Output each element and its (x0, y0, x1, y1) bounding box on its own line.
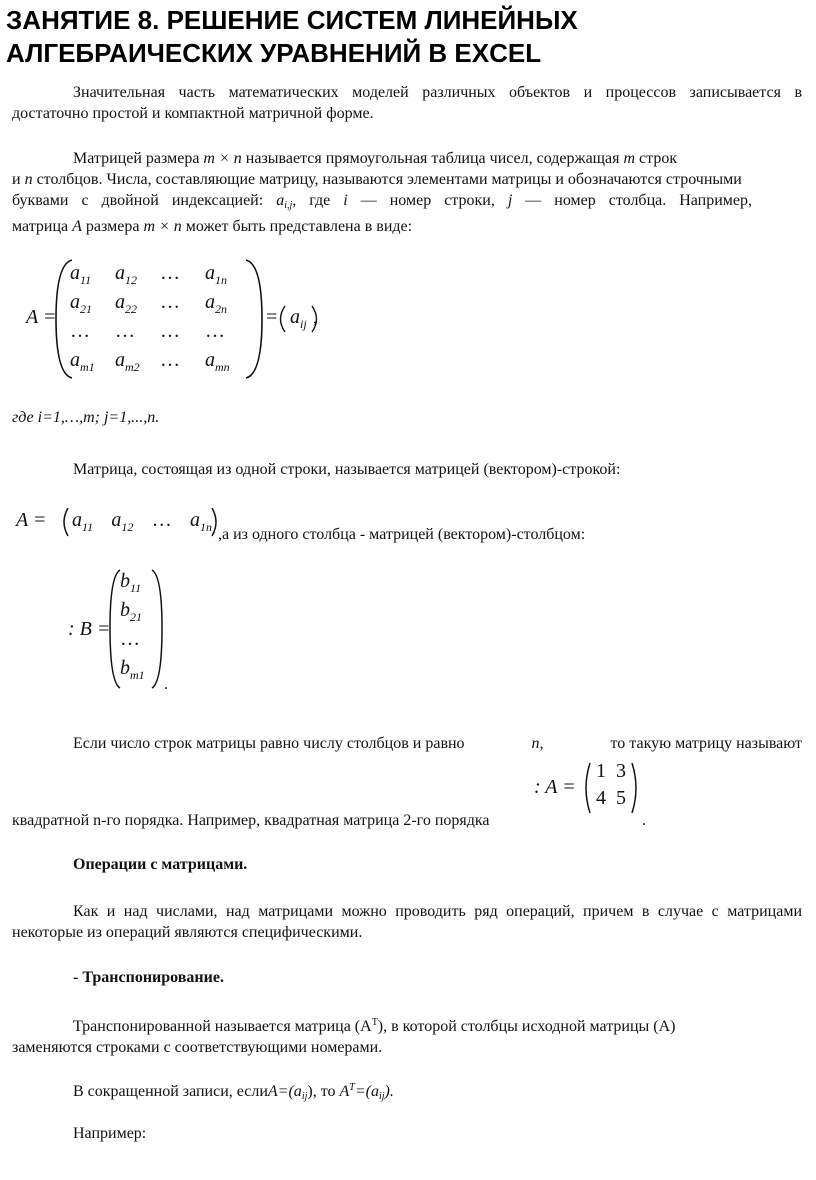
matrix-a-cell (115, 291, 160, 320)
square-example-entry: 1 (596, 760, 606, 782)
matrix-a-row (70, 262, 250, 291)
matrix-a-rhs: $a_{ij}$ (290, 306, 307, 331)
matrix-a-entry: $a_{mn}$ (205, 349, 230, 374)
matrix-a-cell (70, 262, 115, 291)
matrix-a-entry: $a_{21}$ (70, 291, 92, 316)
column-vector-lhs: : B = (68, 618, 111, 640)
matrix-a-cell (115, 262, 160, 291)
column-vector-items (120, 570, 160, 686)
column-vector-cell (120, 628, 160, 657)
column-vector-cell (120, 657, 160, 686)
column-vector-entry: $b_{11}$ (120, 570, 142, 595)
matrix-a-entry: … (160, 349, 180, 371)
square-example-row (592, 787, 632, 814)
column-vector-entry: $b_{21}$ (120, 599, 142, 624)
matrix-a-entry: … (160, 262, 180, 284)
row-vector-entry: … (151, 509, 172, 531)
square-line-1: Если число строк матрицы равно числу столбцов и равно n, то такую матрицу называют (73, 735, 802, 752)
matrix-a-entry: $a_{12}$ (115, 262, 137, 287)
square-line-2: квадратной n-го порядка. Например, квадратная матрица 2-го порядка (12, 812, 490, 829)
example-label: Например: (73, 1125, 147, 1142)
matrix-a-grid (70, 262, 250, 378)
matrix-a-cell (115, 349, 160, 378)
matrix-a-entry: $a_{2n}$ (205, 291, 227, 316)
matrix-a-entry: $a_{m1}$ (70, 349, 95, 374)
matrix-a-entry: $a_{11}$ (70, 262, 92, 287)
matrix-a-cell (205, 262, 250, 291)
definition-line-2: и n столбцов. Числа, составляющие матрицу, называются элементами матрицы и обозначаются строчными (12, 171, 742, 188)
matrix-a-eq: = (266, 306, 278, 328)
square-example-entry: 3 (616, 760, 626, 782)
matrix-a-entry: … (115, 320, 135, 342)
matrix-a-row (70, 320, 250, 349)
square-example-formula (534, 760, 644, 816)
matrix-a-row (70, 291, 250, 320)
row-vector-entry: $a_{1n}$ (190, 509, 212, 534)
column-vector-cell (120, 599, 160, 628)
matrix-a-comma: , (313, 310, 317, 327)
transpose-paragraph (12, 1012, 802, 1058)
matrix-a-entry: … (205, 320, 225, 342)
matrix-a-cell (205, 320, 250, 349)
square-example-entry: 5 (616, 787, 626, 809)
short-form-line: В сокращенной записи, $еслиA=(a_{ij})$, то $A^T=(a_{ij})$. (73, 1082, 394, 1102)
matrix-a-entry: $a_{22}$ (115, 291, 137, 316)
where-line: где i=1,…,m; j=1,...,n. (12, 409, 160, 426)
matrix-a-entry: $a_{1n}$ (205, 262, 227, 287)
operations-paragraph (12, 901, 802, 943)
definition-paragraph (12, 148, 802, 237)
matrix-a-entry: … (160, 320, 180, 342)
matrix-a-lhs: A = (26, 306, 57, 328)
row-vector-formula (16, 504, 221, 540)
row-vector-entry: $a_{12}$ (111, 509, 134, 534)
matrix-a-cell (160, 320, 205, 349)
transpose-line-2: заменяются строками с соответствующими номерами. (12, 1039, 383, 1056)
row-left-paren (64, 508, 68, 536)
matrix-a-cell (160, 262, 205, 291)
intro-paragraph (12, 82, 802, 124)
page-title (6, 4, 806, 70)
matrix-a-cell (70, 349, 115, 378)
row-vector-intro: Матрица, состоящая из одной строки, называется матрицей (вектором)-строкой: (73, 461, 621, 478)
title-line-1: ЗАНЯТИЕ 8. РЕШЕНИЕ СИСТЕМ ЛИНЕЙНЫХ (6, 5, 578, 35)
intro-line-1: Значительная часть математических моделей различных объектов и процессов записывается в (73, 84, 802, 101)
operations-line-2: некоторые из операций являются специфическими. (12, 924, 363, 941)
matrix-a-row (70, 349, 250, 378)
square-example-row (592, 760, 632, 787)
square-example-entry: 4 (596, 787, 606, 809)
matrix-a-formula (20, 254, 320, 384)
matrix-a-cell (70, 291, 115, 320)
matrix-a-cell (115, 320, 160, 349)
definition-line-1: Матрицей размера m × n называется прямоугольная таблица чисел, содержащая m строк (73, 150, 678, 167)
aij-left-paren (281, 306, 286, 332)
row-right-paren (212, 508, 216, 536)
matrix-a-cell (205, 291, 250, 320)
sq-left-paren (586, 763, 590, 813)
definition-line-3: буквами с двойной индексацией: $a_{i,j}$, где i — номер строки, j — номер столбца. Например, (12, 192, 753, 211)
matrix-a-entry: $a_{m2}$ (115, 349, 140, 374)
operations-line-1: Как и над числами, над матрицами можно проводить ряд операций, причем в случае с матрицами (73, 903, 802, 920)
title-line-2: АЛГЕБРАИЧЕСКИХ УРАВНЕНИЙ В EXCEL (6, 38, 542, 68)
matrix-a-cell (160, 349, 205, 378)
col-left-paren (110, 570, 120, 688)
square-example-grid (592, 760, 632, 814)
row-vector-items (72, 509, 212, 535)
column-vector-entry: $b_{m1}$ (120, 657, 145, 682)
matrix-a-cell (205, 349, 250, 378)
column-vector-entry: … (120, 628, 140, 650)
column-vector-formula (68, 566, 178, 700)
column-vector-cell (120, 570, 160, 599)
square-line-2-end: . (642, 812, 646, 829)
row-vector-lhs: A = (16, 509, 47, 531)
matrix-a-cell (70, 320, 115, 349)
transpose-line-1: Транспонированной называется матрица $(A^T)$, в которой столбцы исходной матрицы (A) (73, 1017, 676, 1035)
operations-heading: Операции с матрицами. (73, 856, 248, 873)
matrix-a-entry: … (160, 291, 180, 313)
intro-line-2: достаточно простой и компактной матричной форме. (12, 105, 374, 122)
matrix-a-cell (160, 291, 205, 320)
matrix-a-entry: … (70, 320, 90, 342)
sq-right-paren (632, 763, 636, 813)
column-vector-text: ,а из одного столбца - матрицей (вектором)-столбцом: (218, 526, 586, 543)
definition-line-4: матрица A размера m × n может быть представлена в виде: (12, 218, 413, 235)
matrix-a-rows (70, 262, 250, 378)
column-vector-end: . (164, 676, 168, 693)
transpose-heading: - Транспонирование. (73, 969, 224, 986)
square-example-lhs: : A = (534, 776, 576, 798)
row-vector-entry: $a_{11}$ (72, 509, 94, 534)
